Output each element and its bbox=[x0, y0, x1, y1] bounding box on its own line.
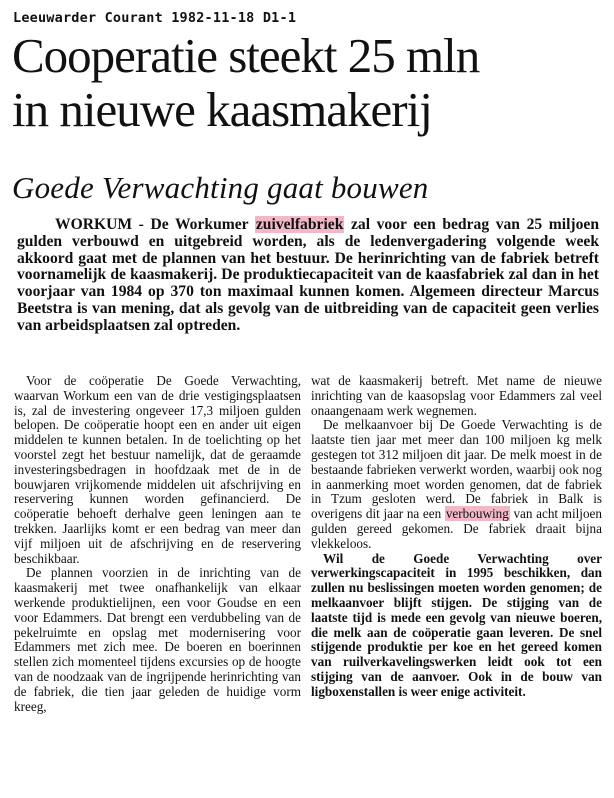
column2-text-start: De melkaanvoer bij De Goede Verwachting is de laatste tien jaar met meer dan 100 miljoen kg melk gestegen tot 312 miljoen dit jaar. De melk moest in de bestaande fabrieken verwerkt worden, waarbij ook nog in aanmerking moet worden genomen, dat de fabriek in Tzum gesloten werd. De fabriek in Balk is overigens dit jaar na een bbox=[311, 417, 602, 522]
column2-paragraph-2 bbox=[311, 418, 602, 551]
column2-paragraph-3: Wil de Goede Verwachting over verwerkingscapaciteit in 1995 beschikken, dan zullen nu beslissingen moeten worden genomen; de melkaanvoer blijft stijgen. De stijging van de laatste tijd is mede een gevolg van nieuwe boeren, die melk aan de coöperatie gaan leveren. De snel stijgende produktie per koe en het gereed komen van ruilverkavelingswerken leidt ook tot een stijging van de aanvoer. Ook in de bouw van ligboxenstallen is weer enige activiteit. bbox=[311, 550, 602, 699]
column2-text-end: van acht miljoen gulden gereed gekomen. De fabriek draait bijna vlekkeloos. bbox=[311, 506, 602, 551]
column1-paragraph-1: Voor de coöperatie De Goede Verwachting, waarvan Workum een van de drie vestigingsplaatsen is, zal de investering ongeveer 17,3 miljoen gulden belopen. De coöperatie hoopt een en ander uit eigen middelen te kunnen betalen. In de toelichting op het voorstel zegt het bestuur namelijk, dat de geraamde investeringsbedragen in hoofdzaak met de in de bouwjaren vrijkomende middelen uit afschrijving en reservering kunnen worden gefinancierd. De coöperatie behoeft derhalve geen leningen aan te trekken. Jaarlijks komt er een bedrag van meer dan vijf miljoen uit de afschrijving en de reservering beschikbaar. bbox=[14, 373, 301, 566]
highlighted-term-verbouwing: verbouwing bbox=[445, 506, 509, 522]
lead-text-rest: zal voor een bedrag van 25 miljoen gulden verbouwd en uitgebreid worden, als de ledenvergadering volgende week akkoord gaat met de plannen van het bestuur. De herinrichting van de fabriek betreft voornamelijk de kaasmakerij. De produktiecapaciteit van de kaasfabriek zal dan in het voorjaar van 1984 op 370 ton maximaal kunnen komen. Algemeen directeur Marcus Beetstra is van mening, dat als gevolg van de uitbreiding van de capaciteit geen verlies van arbeidsplaatsen zal optreden. bbox=[17, 216, 599, 334]
article-column-2 bbox=[311, 374, 602, 700]
subheadline: Goede Verwachting gaat bouwen bbox=[12, 170, 429, 205]
lead-paragraph bbox=[17, 217, 599, 335]
highlighted-term-zuivelfabriek: zuivelfabriek bbox=[255, 216, 344, 233]
column2-paragraph-1: wat de kaasmakerij betreft. Met name de nieuwe inrichting van de kaasopslag voor Edammers zal veel onaangenaam werk wegnemen. bbox=[311, 373, 602, 418]
source-line: Leeuwarder Courant 1982-11-18 D1-1 bbox=[13, 10, 297, 26]
article-column-1 bbox=[14, 374, 301, 714]
lead-text-start: WORKUM - De Workumer bbox=[55, 216, 255, 233]
headline-line-1: Cooperatie steekt 25 mln bbox=[12, 28, 480, 83]
column1-paragraph-2: De plannen voorzien in de inrichting van de kaasmakerij met twee onafhankelijk van elkaar werkende produktielijnen, een voor Goudse en een voor Edammers. Dat brengt een verdubbeling van de pekelruimte en opslag met modernisering voor Edammers met zich mee. De boeren en boerinnen stellen zich momenteel tijdens excursies op de hoogte van de noodzaak van de ingrijpende herinrichting van de fabriek, die tien jaar geleden de huidige vorm kreeg, bbox=[14, 565, 301, 714]
headline-line-2: in nieuwe kaasmakerij bbox=[12, 82, 432, 137]
